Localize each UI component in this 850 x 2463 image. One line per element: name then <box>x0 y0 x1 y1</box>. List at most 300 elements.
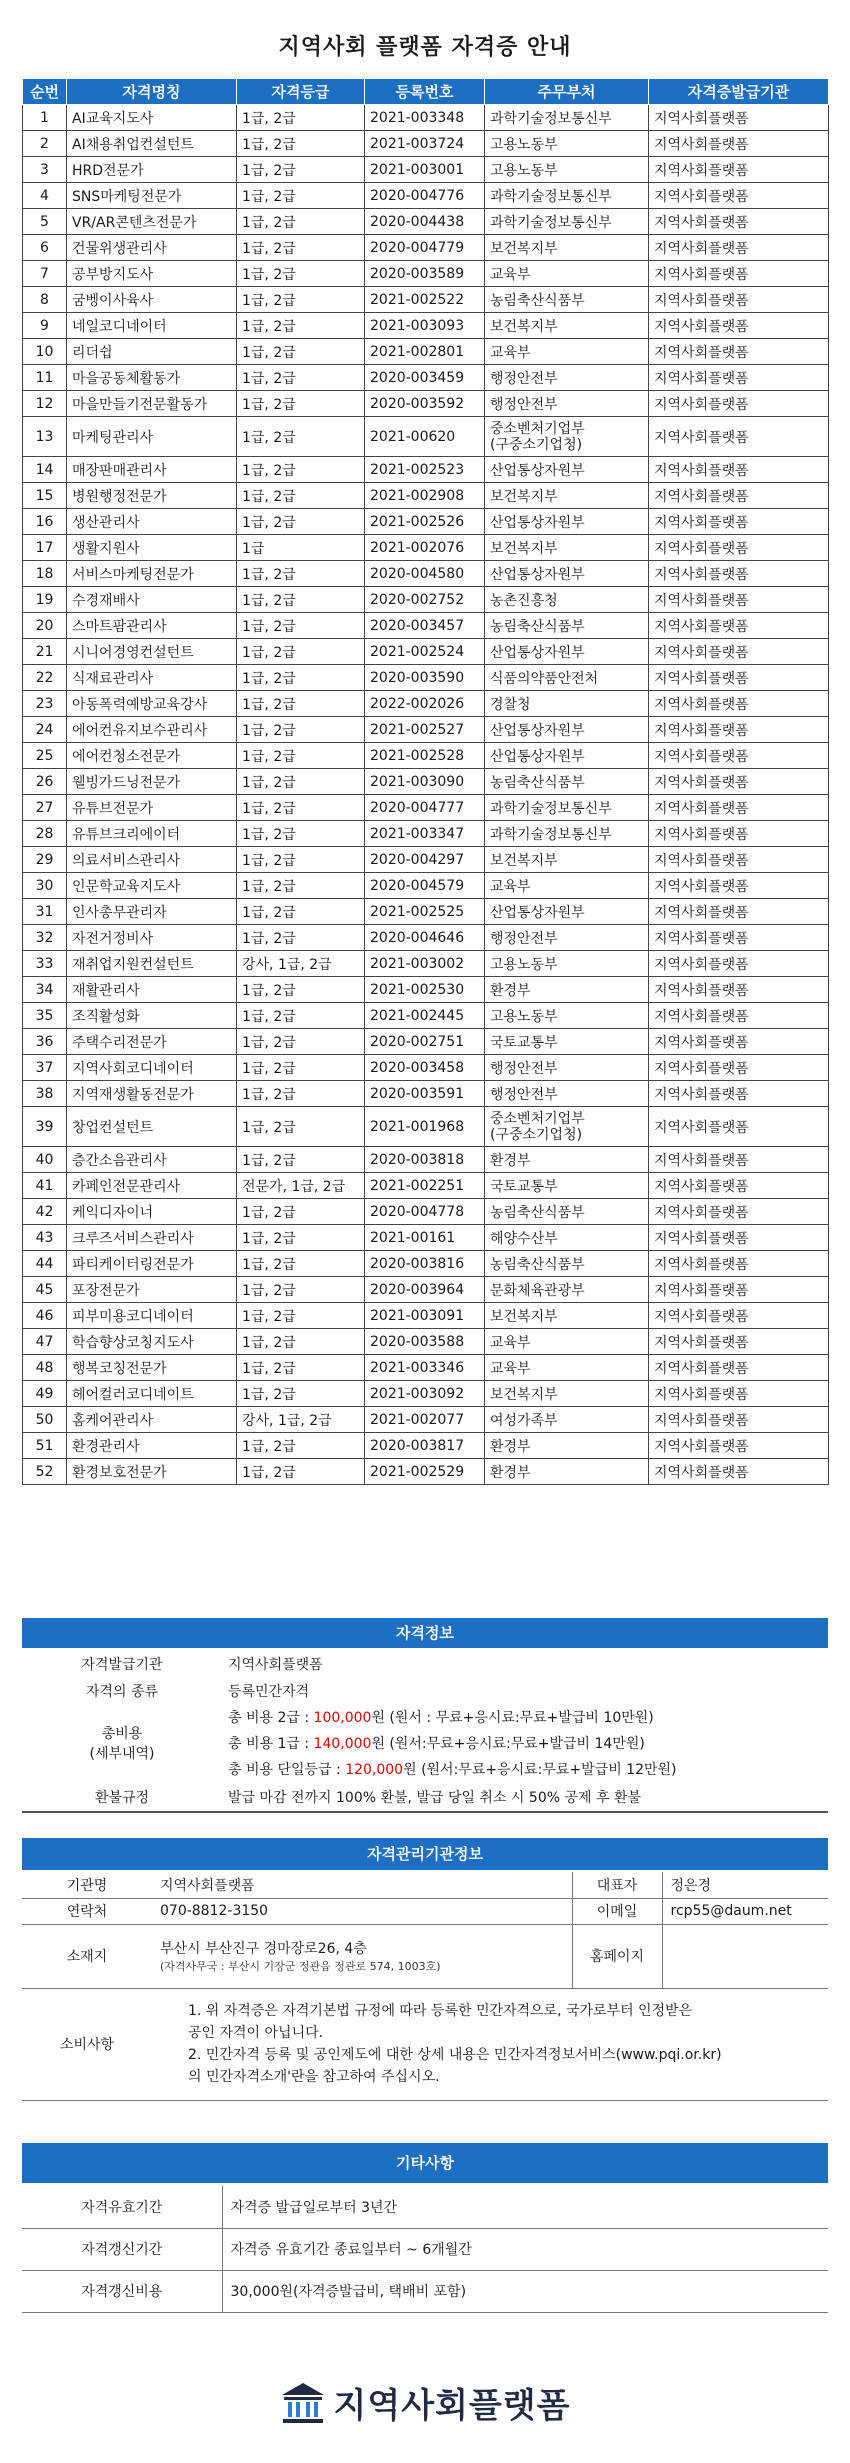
table-row <box>23 391 829 417</box>
table-row <box>23 235 829 261</box>
cell-no: 18 <box>23 561 67 587</box>
table-row <box>23 287 829 313</box>
cell-reg-no: 2021-002530 <box>365 977 485 1003</box>
cell-name: 인문학교육지도사 <box>67 873 237 899</box>
renew-cost-row <box>22 2270 828 2312</box>
cell-ministry: 행정안전부 <box>485 1055 649 1081</box>
cell-name: 지역사회코디네이터 <box>67 1055 237 1081</box>
cell-grade: 1급, 2급 <box>237 261 365 287</box>
cell-name: 파티케이터링전문가 <box>67 1251 237 1277</box>
cell-ministry: 과학기술정보통신부 <box>485 795 649 821</box>
table-row <box>23 417 829 457</box>
cell-name: 아동폭력예방교육강사 <box>67 691 237 717</box>
cell-reg-no: 2021-003347 <box>365 821 485 847</box>
cell-grade: 1급, 2급 <box>237 1003 365 1029</box>
col-header-no: 순번 <box>23 79 67 105</box>
type-row <box>22 1677 828 1704</box>
cell-no: 2 <box>23 131 67 157</box>
cell-grade: 1급, 2급 <box>237 365 365 391</box>
cell-name: 인사총무관리자 <box>67 899 237 925</box>
renew-period-label: 자격갱신기간 <box>22 2228 222 2270</box>
cell-name: 환경관리사 <box>67 1433 237 1459</box>
cell-no: 8 <box>23 287 67 313</box>
cell-grade: 1급, 2급 <box>237 457 365 483</box>
cell-no: 4 <box>23 183 67 209</box>
cell-reg-no: 2020-003459 <box>365 365 485 391</box>
cell-no: 22 <box>23 665 67 691</box>
cell-issuer: 지역사회플랫폼 <box>649 417 829 457</box>
table-header-row <box>23 79 829 105</box>
table-row <box>23 1277 829 1303</box>
cell-issuer: 지역사회플랫폼 <box>649 1003 829 1029</box>
cell-ministry: 보건복지부 <box>485 235 649 261</box>
cell-name: 학습향상코칭지도사 <box>67 1329 237 1355</box>
cell-issuer: 지역사회플랫폼 <box>649 313 829 339</box>
cell-ministry: 농림축산식품부 <box>485 1251 649 1277</box>
table-row <box>23 1355 829 1381</box>
cell-reg-no: 2021-002445 <box>365 1003 485 1029</box>
cell-ministry: 농림축산식품부 <box>485 1199 649 1225</box>
cell-name: 자전거정비사 <box>67 925 237 951</box>
rep-label: 대표자 <box>572 1872 662 1898</box>
table-row <box>23 1251 829 1277</box>
cell-issuer: 지역사회플랫폼 <box>649 769 829 795</box>
address-value <box>152 1924 572 1988</box>
cell-issuer: 지역사회플랫폼 <box>649 209 829 235</box>
homepage-value <box>662 1924 828 1988</box>
cell-issuer: 지역사회플랫폼 <box>649 873 829 899</box>
table-row <box>23 1107 829 1147</box>
cost-grade-1-prefix: 총 비용 1급 : <box>228 1736 314 1752</box>
cell-no: 40 <box>23 1147 67 1173</box>
cost-label <box>22 1704 222 1782</box>
cell-issuer: 지역사회플랫폼 <box>649 457 829 483</box>
cell-issuer: 지역사회플랫폼 <box>649 1459 829 1485</box>
renew-cost-value: 30,000원(자격증발급비, 택배비 포함) <box>222 2270 828 2312</box>
cell-grade: 1급, 2급 <box>237 287 365 313</box>
cell-no: 45 <box>23 1277 67 1303</box>
cell-grade: 1급, 2급 <box>237 1381 365 1407</box>
cell-name: 주택수리전문가 <box>67 1029 237 1055</box>
cell-name: 재활관리사 <box>67 977 237 1003</box>
refund-value: 발급 마감 전까지 100% 환불, 발급 당일 취소 시 50% 공제 후 환불 <box>222 1782 828 1812</box>
org-info-table <box>22 1872 828 2101</box>
table-row <box>23 691 829 717</box>
cell-no: 41 <box>23 1173 67 1199</box>
cell-name: 재취업지원컨설턴트 <box>67 951 237 977</box>
table-row <box>23 365 829 391</box>
org-address-row <box>22 1924 828 1988</box>
cell-issuer: 지역사회플랫폼 <box>649 1251 829 1277</box>
cell-name: 헤어컬러코디네이트 <box>67 1381 237 1407</box>
table-row <box>23 665 829 691</box>
cell-reg-no: 2021-002908 <box>365 483 485 509</box>
phone-label: 연락처 <box>22 1898 152 1924</box>
cell-no: 3 <box>23 157 67 183</box>
cell-ministry: 보건복지부 <box>485 1303 649 1329</box>
cell-no: 9 <box>23 313 67 339</box>
cell-name: 유튜브전문가 <box>67 795 237 821</box>
cell-no: 10 <box>23 339 67 365</box>
cell-no: 12 <box>23 391 67 417</box>
table-row <box>23 1407 829 1433</box>
cell-no: 20 <box>23 613 67 639</box>
cell-reg-no: 2020-004438 <box>365 209 485 235</box>
cell-reg-no: 2021-003091 <box>365 1303 485 1329</box>
cell-name: 마을공동체활동가 <box>67 365 237 391</box>
cell-issuer: 지역사회플랫폼 <box>649 925 829 951</box>
table-row <box>23 183 829 209</box>
cell-reg-no: 2020-002752 <box>365 587 485 613</box>
cell-no: 21 <box>23 639 67 665</box>
renew-period-row <box>22 2228 828 2270</box>
table-row <box>23 821 829 847</box>
cell-name: 크루즈서비스관리사 <box>67 1225 237 1251</box>
cell-reg-no: 2020-003818 <box>365 1147 485 1173</box>
refund-row <box>22 1782 828 1812</box>
cell-ministry: 과학기술정보통신부 <box>485 183 649 209</box>
table-row <box>23 639 829 665</box>
cell-grade: 1급, 2급 <box>237 925 365 951</box>
cell-grade: 1급, 2급 <box>237 821 365 847</box>
cell-ministry: 교육부 <box>485 261 649 287</box>
cell-grade: 1급, 2급 <box>237 1277 365 1303</box>
cell-issuer: 지역사회플랫폼 <box>649 1433 829 1459</box>
cell-grade: 1급, 2급 <box>237 795 365 821</box>
cell-ministry: 행정안전부 <box>485 925 649 951</box>
rep-value: 정은경 <box>662 1872 828 1898</box>
cell-issuer: 지역사회플랫폼 <box>649 1407 829 1433</box>
cost-single-prefix: 총 비용 단일등급 : <box>228 1762 346 1778</box>
cell-ministry: 농림축산식품부 <box>485 769 649 795</box>
cell-grade: 1급, 2급 <box>237 899 365 925</box>
cell-issuer: 지역사회플랫폼 <box>649 235 829 261</box>
cell-issuer: 지역사회플랫폼 <box>649 691 829 717</box>
cell-reg-no: 2022-002026 <box>365 691 485 717</box>
table-row <box>23 1173 829 1199</box>
cell-issuer: 지역사회플랫폼 <box>649 1199 829 1225</box>
cell-ministry: 행정안전부 <box>485 391 649 417</box>
cell-reg-no: 2020-003816 <box>365 1251 485 1277</box>
consumer-label: 소비사항 <box>22 1988 152 2100</box>
table-row <box>23 1081 829 1107</box>
org-contact-row <box>22 1898 828 1924</box>
cell-issuer: 지역사회플랫폼 <box>649 639 829 665</box>
cell-name: 환경보호전문가 <box>67 1459 237 1485</box>
cell-grade: 1급, 2급 <box>237 391 365 417</box>
cell-issuer: 지역사회플랫폼 <box>649 131 829 157</box>
table-row <box>23 925 829 951</box>
cell-no: 42 <box>23 1199 67 1225</box>
table-row <box>23 899 829 925</box>
cell-name: 마케팅관리사 <box>67 417 237 457</box>
cell-no: 38 <box>23 1081 67 1107</box>
cell-reg-no: 2020-004778 <box>365 1199 485 1225</box>
cell-reg-no: 2020-002751 <box>365 1029 485 1055</box>
cell-grade: 1급, 2급 <box>237 1225 365 1251</box>
cost-label-line1: 총비용 <box>101 1726 143 1742</box>
cell-reg-no: 2020-004777 <box>365 795 485 821</box>
cell-ministry: 여성가족부 <box>485 1407 649 1433</box>
cell-reg-no: 2021-002251 <box>365 1173 485 1199</box>
table-row <box>23 1459 829 1485</box>
cell-reg-no: 2020-004779 <box>365 235 485 261</box>
consumer-notice-1a: 1. 위 자격증은 자격기본법 규정에 따라 등록한 민간자격으로, 국가로부터 인정받은 <box>188 2003 693 2019</box>
email-value[interactable]: rcp55@daum.net <box>662 1898 828 1924</box>
cell-grade: 1급, 2급 <box>237 1251 365 1277</box>
cost-grade-1-amount: 140,000 <box>313 1736 372 1752</box>
cell-ministry: 보건복지부 <box>485 535 649 561</box>
cell-grade: 1급, 2급 <box>237 1199 365 1225</box>
issuer-label: 자격발급기관 <box>81 1656 163 1673</box>
email-label: 이메일 <box>572 1898 662 1924</box>
consumer-notice-2a: 2. 민간자격 등록 및 공인제도에 대한 상세 내용은 민간자격정보서비스(www.pqi.or.kr) <box>188 2047 722 2063</box>
cell-ministry: 산업통상자원부 <box>485 639 649 665</box>
cell-reg-no: 2021-00161 <box>365 1225 485 1251</box>
renew-cost-label: 자격갱신비용 <box>22 2270 222 2312</box>
table-row <box>23 483 829 509</box>
ministry-line: 중소벤처기업부 <box>490 1110 585 1127</box>
footer-logo <box>0 2378 850 2429</box>
cell-grade: 1급, 2급 <box>237 313 365 339</box>
col-header-ministry: 주무부처 <box>485 79 649 105</box>
address-label: 소재지 <box>22 1924 152 1988</box>
cell-no: 49 <box>23 1381 67 1407</box>
cell-issuer: 지역사회플랫폼 <box>649 1081 829 1107</box>
cell-issuer: 지역사회플랫폼 <box>649 821 829 847</box>
cell-grade: 1급, 2급 <box>237 977 365 1003</box>
cell-name: 홈케어관리사 <box>67 1407 237 1433</box>
cell-no: 14 <box>23 457 67 483</box>
cell-reg-no: 2021-001968 <box>365 1107 485 1147</box>
cell-grade: 1급, 2급 <box>237 769 365 795</box>
cell-no: 7 <box>23 261 67 287</box>
table-row <box>23 587 829 613</box>
cell-name: 조직활성화 <box>67 1003 237 1029</box>
table-row <box>23 1147 829 1173</box>
table-row <box>23 1329 829 1355</box>
cost-label-line2: (세부내역) <box>89 1746 155 1762</box>
table-row <box>23 339 829 365</box>
cell-ministry: 교육부 <box>485 1329 649 1355</box>
cell-no: 35 <box>23 1003 67 1029</box>
cell-grade: 1급, 2급 <box>237 561 365 587</box>
cell-ministry: 보건복지부 <box>485 847 649 873</box>
cell-ministry: 경찰청 <box>485 691 649 717</box>
cell-no: 36 <box>23 1029 67 1055</box>
cell-ministry: 교육부 <box>485 1355 649 1381</box>
ministry-line: (구중소기업청) <box>490 1126 583 1143</box>
cell-issuer: 지역사회플랫폼 <box>649 1355 829 1381</box>
cell-ministry: 문화체육관광부 <box>485 1277 649 1303</box>
cell-ministry: 산업통상자원부 <box>485 457 649 483</box>
table-row <box>23 261 829 287</box>
cell-name: 유튜브크리에이터 <box>67 821 237 847</box>
cell-name: 창업컨설턴트 <box>67 1107 237 1147</box>
cell-grade: 1급 <box>237 535 365 561</box>
cell-reg-no: 2020-003457 <box>365 613 485 639</box>
cell-no: 28 <box>23 821 67 847</box>
cell-name: 서비스마케팅전문가 <box>67 561 237 587</box>
issuer-row <box>22 1650 828 1677</box>
cell-name: 생활지원사 <box>67 535 237 561</box>
cell-no: 11 <box>23 365 67 391</box>
org-name-row <box>22 1872 828 1898</box>
cell-grade: 1급, 2급 <box>237 1459 365 1485</box>
table-row <box>23 847 829 873</box>
cell-ministry: 산업통상자원부 <box>485 509 649 535</box>
cell-no: 23 <box>23 691 67 717</box>
cell-name: 시니어경영컨설턴트 <box>67 639 237 665</box>
cell-issuer: 지역사회플랫폼 <box>649 1029 829 1055</box>
table-row <box>23 313 829 339</box>
cell-reg-no: 2021-002522 <box>365 287 485 313</box>
cell-name: SNS마케팅전문가 <box>67 183 237 209</box>
cell-name: 식재료관리사 <box>67 665 237 691</box>
cell-no: 29 <box>23 847 67 873</box>
col-header-reg-no: 등록번호 <box>365 79 485 105</box>
qual-info-heading: 자격정보 <box>22 1618 828 1648</box>
type-value: 등록민간자격 <box>228 1683 310 1700</box>
cell-no: 26 <box>23 769 67 795</box>
cell-no: 39 <box>23 1107 67 1147</box>
cell-ministry: 보건복지부 <box>485 483 649 509</box>
cell-issuer: 지역사회플랫폼 <box>649 795 829 821</box>
cell-issuer: 지역사회플랫폼 <box>649 105 829 131</box>
cell-reg-no: 2021-003348 <box>365 105 485 131</box>
cell-issuer: 지역사회플랫폼 <box>649 743 829 769</box>
cell-grade: 1급, 2급 <box>237 1355 365 1381</box>
cell-reg-no: 2021-002527 <box>365 717 485 743</box>
ministry-line: (구중소기업청) <box>490 436 583 453</box>
cell-name: 에어컨유지보수관리사 <box>67 717 237 743</box>
table-row <box>23 613 829 639</box>
cell-grade: 1급, 2급 <box>237 873 365 899</box>
table-row <box>23 977 829 1003</box>
col-header-grade: 자격등급 <box>237 79 365 105</box>
cell-grade: 1급, 2급 <box>237 1147 365 1173</box>
qual-info-table <box>22 1650 828 1813</box>
table-row <box>23 1303 829 1329</box>
cell-no: 43 <box>23 1225 67 1251</box>
table-row <box>23 1199 829 1225</box>
consumer-notice-1b: 공인 자격이 아닙니다. <box>188 2025 324 2041</box>
org-name-label: 기관명 <box>22 1872 152 1898</box>
ministry-line: 중소벤처기업부 <box>490 420 585 437</box>
cell-ministry: 농촌진흥청 <box>485 587 649 613</box>
cell-no: 1 <box>23 105 67 131</box>
cell-issuer: 지역사회플랫폼 <box>649 483 829 509</box>
cell-grade: 1급, 2급 <box>237 1029 365 1055</box>
table-row <box>23 209 829 235</box>
cell-ministry: 산업통상자원부 <box>485 743 649 769</box>
cell-issuer: 지역사회플랫폼 <box>649 157 829 183</box>
table-row <box>23 1029 829 1055</box>
cell-issuer: 지역사회플랫폼 <box>649 717 829 743</box>
logo-text: 지역사회플랫폼 <box>333 2386 571 2426</box>
cell-reg-no: 2020-004297 <box>365 847 485 873</box>
cell-issuer: 지역사회플랫폼 <box>649 339 829 365</box>
cell-ministry: 보건복지부 <box>485 1381 649 1407</box>
cell-no: 50 <box>23 1407 67 1433</box>
table-row <box>23 1225 829 1251</box>
cell-name: 행복코칭전문가 <box>67 1355 237 1381</box>
cell-no: 24 <box>23 717 67 743</box>
cell-reg-no: 2020-003591 <box>365 1081 485 1107</box>
cell-no: 5 <box>23 209 67 235</box>
cell-grade: 1급, 2급 <box>237 1433 365 1459</box>
cell-grade: 1급, 2급 <box>237 183 365 209</box>
cell-issuer: 지역사회플랫폼 <box>649 1147 829 1173</box>
cell-ministry: 교육부 <box>485 873 649 899</box>
cell-grade: 1급, 2급 <box>237 587 365 613</box>
cell-reg-no: 2020-003458 <box>365 1055 485 1081</box>
cell-grade: 1급, 2급 <box>237 1107 365 1147</box>
cell-name: 건물위생관리사 <box>67 235 237 261</box>
cell-reg-no: 2020-004646 <box>365 925 485 951</box>
cell-reg-no: 2021-002077 <box>365 1407 485 1433</box>
cell-reg-no: 2021-002526 <box>365 509 485 535</box>
cell-issuer: 지역사회플랫폼 <box>649 1225 829 1251</box>
table-row <box>23 873 829 899</box>
cell-no: 51 <box>23 1433 67 1459</box>
cell-grade: 1급, 2급 <box>237 1329 365 1355</box>
cell-reg-no: 2021-002076 <box>365 535 485 561</box>
cell-issuer: 지역사회플랫폼 <box>649 561 829 587</box>
cell-ministry: 과학기술정보통신부 <box>485 209 649 235</box>
cell-ministry: 국토교통부 <box>485 1029 649 1055</box>
cell-ministry: 교육부 <box>485 339 649 365</box>
cell-reg-no: 2020-003590 <box>365 665 485 691</box>
cell-ministry <box>485 417 649 457</box>
cell-name: 네일코디네이터 <box>67 313 237 339</box>
cell-grade: 1급, 2급 <box>237 157 365 183</box>
homepage-label: 홈페이지 <box>572 1924 662 1988</box>
cell-ministry: 행정안전부 <box>485 1081 649 1107</box>
col-header-issuer: 자격증발급기관 <box>649 79 829 105</box>
table-row <box>23 1381 829 1407</box>
cell-ministry: 식품의약품안전처 <box>485 665 649 691</box>
cost-grade-2-amount: 100,000 <box>313 1710 372 1726</box>
consumer-notice-2b: 의 민간자격소개'란을 참고하여 주십시오. <box>188 2069 440 2085</box>
cell-ministry: 고용노동부 <box>485 1003 649 1029</box>
cell-name: 에어컨청소전문가 <box>67 743 237 769</box>
cell-name: 포장전문가 <box>67 1277 237 1303</box>
cell-ministry: 산업통상자원부 <box>485 899 649 925</box>
cell-reg-no: 2021-003724 <box>365 131 485 157</box>
cell-issuer: 지역사회플랫폼 <box>649 1381 829 1407</box>
cell-issuer: 지역사회플랫폼 <box>649 287 829 313</box>
org-info-heading: 자격관리기관정보 <box>22 1838 828 1870</box>
cell-no: 19 <box>23 587 67 613</box>
cell-no: 15 <box>23 483 67 509</box>
table-row <box>23 717 829 743</box>
other-info-heading: 기타사항 <box>22 2143 828 2183</box>
cell-ministry: 산업통상자원부 <box>485 561 649 587</box>
cost-single-suffix: 원 (원서:무료+응시료:무료+발급비 12만원) <box>403 1762 677 1778</box>
cell-name: 지역재생활동전문가 <box>67 1081 237 1107</box>
table-row <box>23 1055 829 1081</box>
cell-reg-no: 2020-003964 <box>365 1277 485 1303</box>
cost-grade-2 <box>222 1704 828 1730</box>
cell-no: 48 <box>23 1355 67 1381</box>
consumer-notice <box>152 1988 828 2100</box>
cell-ministry: 환경부 <box>485 977 649 1003</box>
validity-label: 자격유효기간 <box>22 2186 222 2228</box>
cell-ministry: 과학기술정보통신부 <box>485 105 649 131</box>
cell-reg-no: 2021-003090 <box>365 769 485 795</box>
cell-reg-no: 2020-003817 <box>365 1433 485 1459</box>
